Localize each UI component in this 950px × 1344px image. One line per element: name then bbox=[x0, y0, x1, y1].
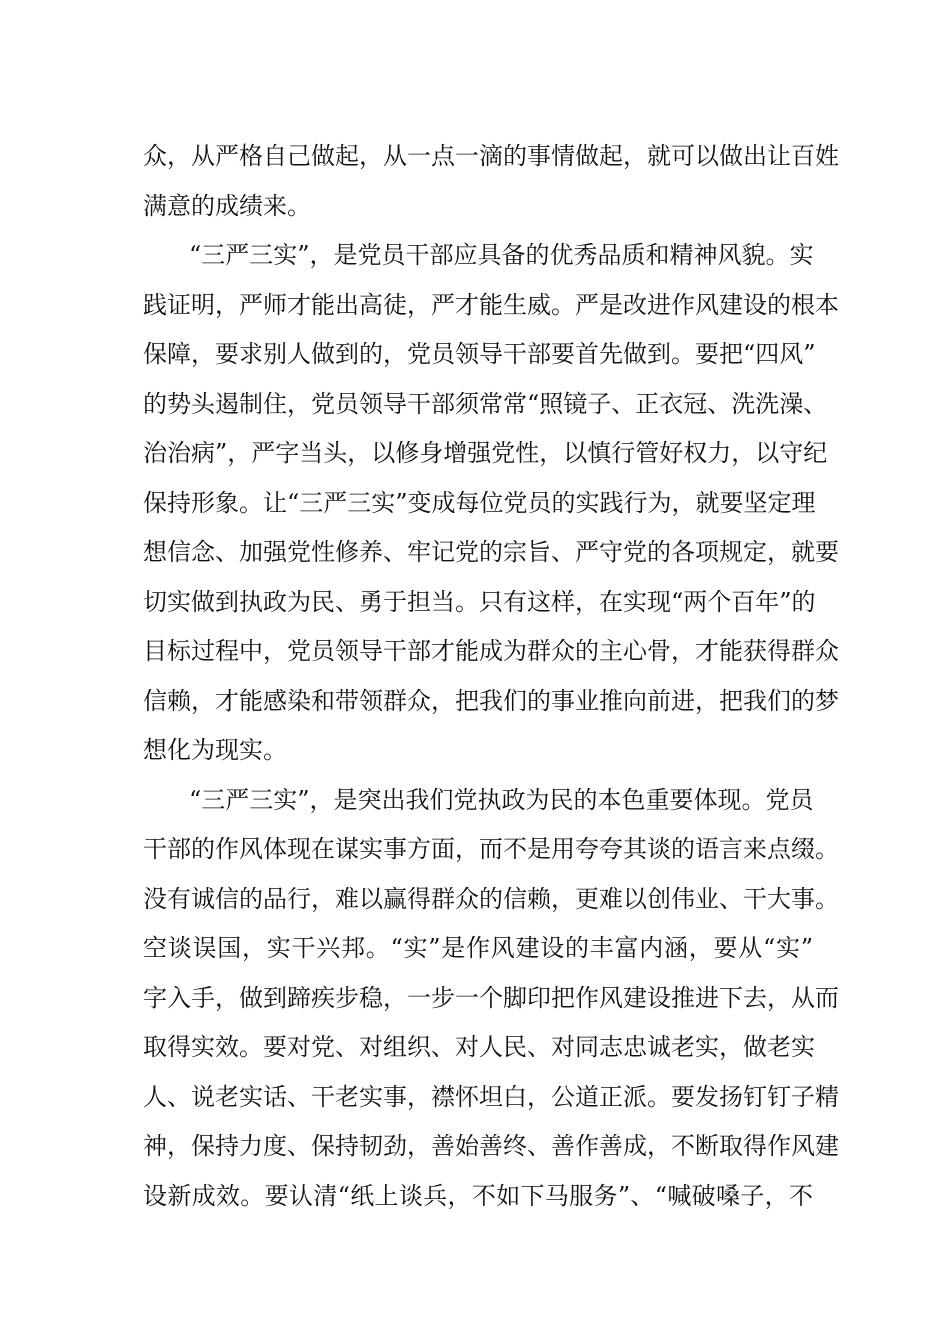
text-line: 字入手，做到蹄疾步稳，一步一个脚印把作风建设推进下去，从而 bbox=[143, 983, 839, 1012]
text-line: 满意的成绩来。 bbox=[143, 191, 311, 220]
text-line: 信赖，才能感染和带领群众，把我们的事业推向前进，把我们的梦 bbox=[143, 686, 839, 715]
text-line: “三严三实”，是党员干部应具备的优秀品质和精神风貌。实 bbox=[189, 241, 814, 269]
text-line: “三严三实”，是突出我们党执政为民的本色重要体现。党员 bbox=[189, 785, 814, 814]
text-line: 人、说老实话、干老实事，襟怀坦白，公道正派。要发扬钉钉子精 bbox=[143, 1082, 839, 1111]
text-line: 切实做到执政为民、勇于担当。只有这样，在实现“两个百年”的 bbox=[143, 587, 816, 616]
text-line: 保持形象。让“三严三实”变成每位党员的实践行为，就要坚定理 bbox=[143, 488, 816, 517]
text-line: 众，从严格自己做起，从一点一滴的事情做起，就可以做出让百姓 bbox=[143, 142, 839, 170]
text-line: 保障，要求别人做到的，党员领导干部要首先做到。要把“四风” bbox=[143, 340, 816, 368]
text-line: 设新成效。要认清“纸上谈兵，不如下马服务”、“喊破嗓子，不 bbox=[143, 1181, 813, 1210]
document-body bbox=[143, 132, 839, 1221]
text-line: 目标过程中，党员领导干部才能成为群众的主心骨，才能获得群众 bbox=[143, 637, 839, 665]
text-line: 想化为现实。 bbox=[143, 736, 287, 764]
text-line: 践证明，严师才能出高徒，严才能生威。严是改进作风建设的根本 bbox=[143, 290, 839, 319]
text-line: 没有诚信的品行，难以赢得群众的信赖，更难以创伟业、干大事。 bbox=[143, 884, 839, 913]
text-line: 的势头遏制住，党员领导干部须常常“照镜子、正衣冠、洗洗澡、 bbox=[143, 389, 828, 418]
text-line: 空谈误国，实干兴邦。“实”是作风建设的丰富内涵，要从“实” bbox=[143, 934, 813, 962]
text-line: 取得实效。要对党、对组织、对人民、对同志忠诚老实，做老实 bbox=[143, 1033, 815, 1061]
text-line: 治治病”，严字当头，以修身增强党性，以慎行管好权力，以守纪 bbox=[143, 439, 828, 467]
text-line: 干部的作风体现在谋实事方面，而不是用夸夸其谈的语言来点缀。 bbox=[143, 835, 839, 863]
text-line: 神，保持力度、保持韧劲，善始善终、善作善成，不断取得作风建 bbox=[143, 1132, 839, 1160]
text-line: 想信念、加强党性修养、牢记党的宗旨、严守党的各项规定，就要 bbox=[143, 538, 839, 566]
